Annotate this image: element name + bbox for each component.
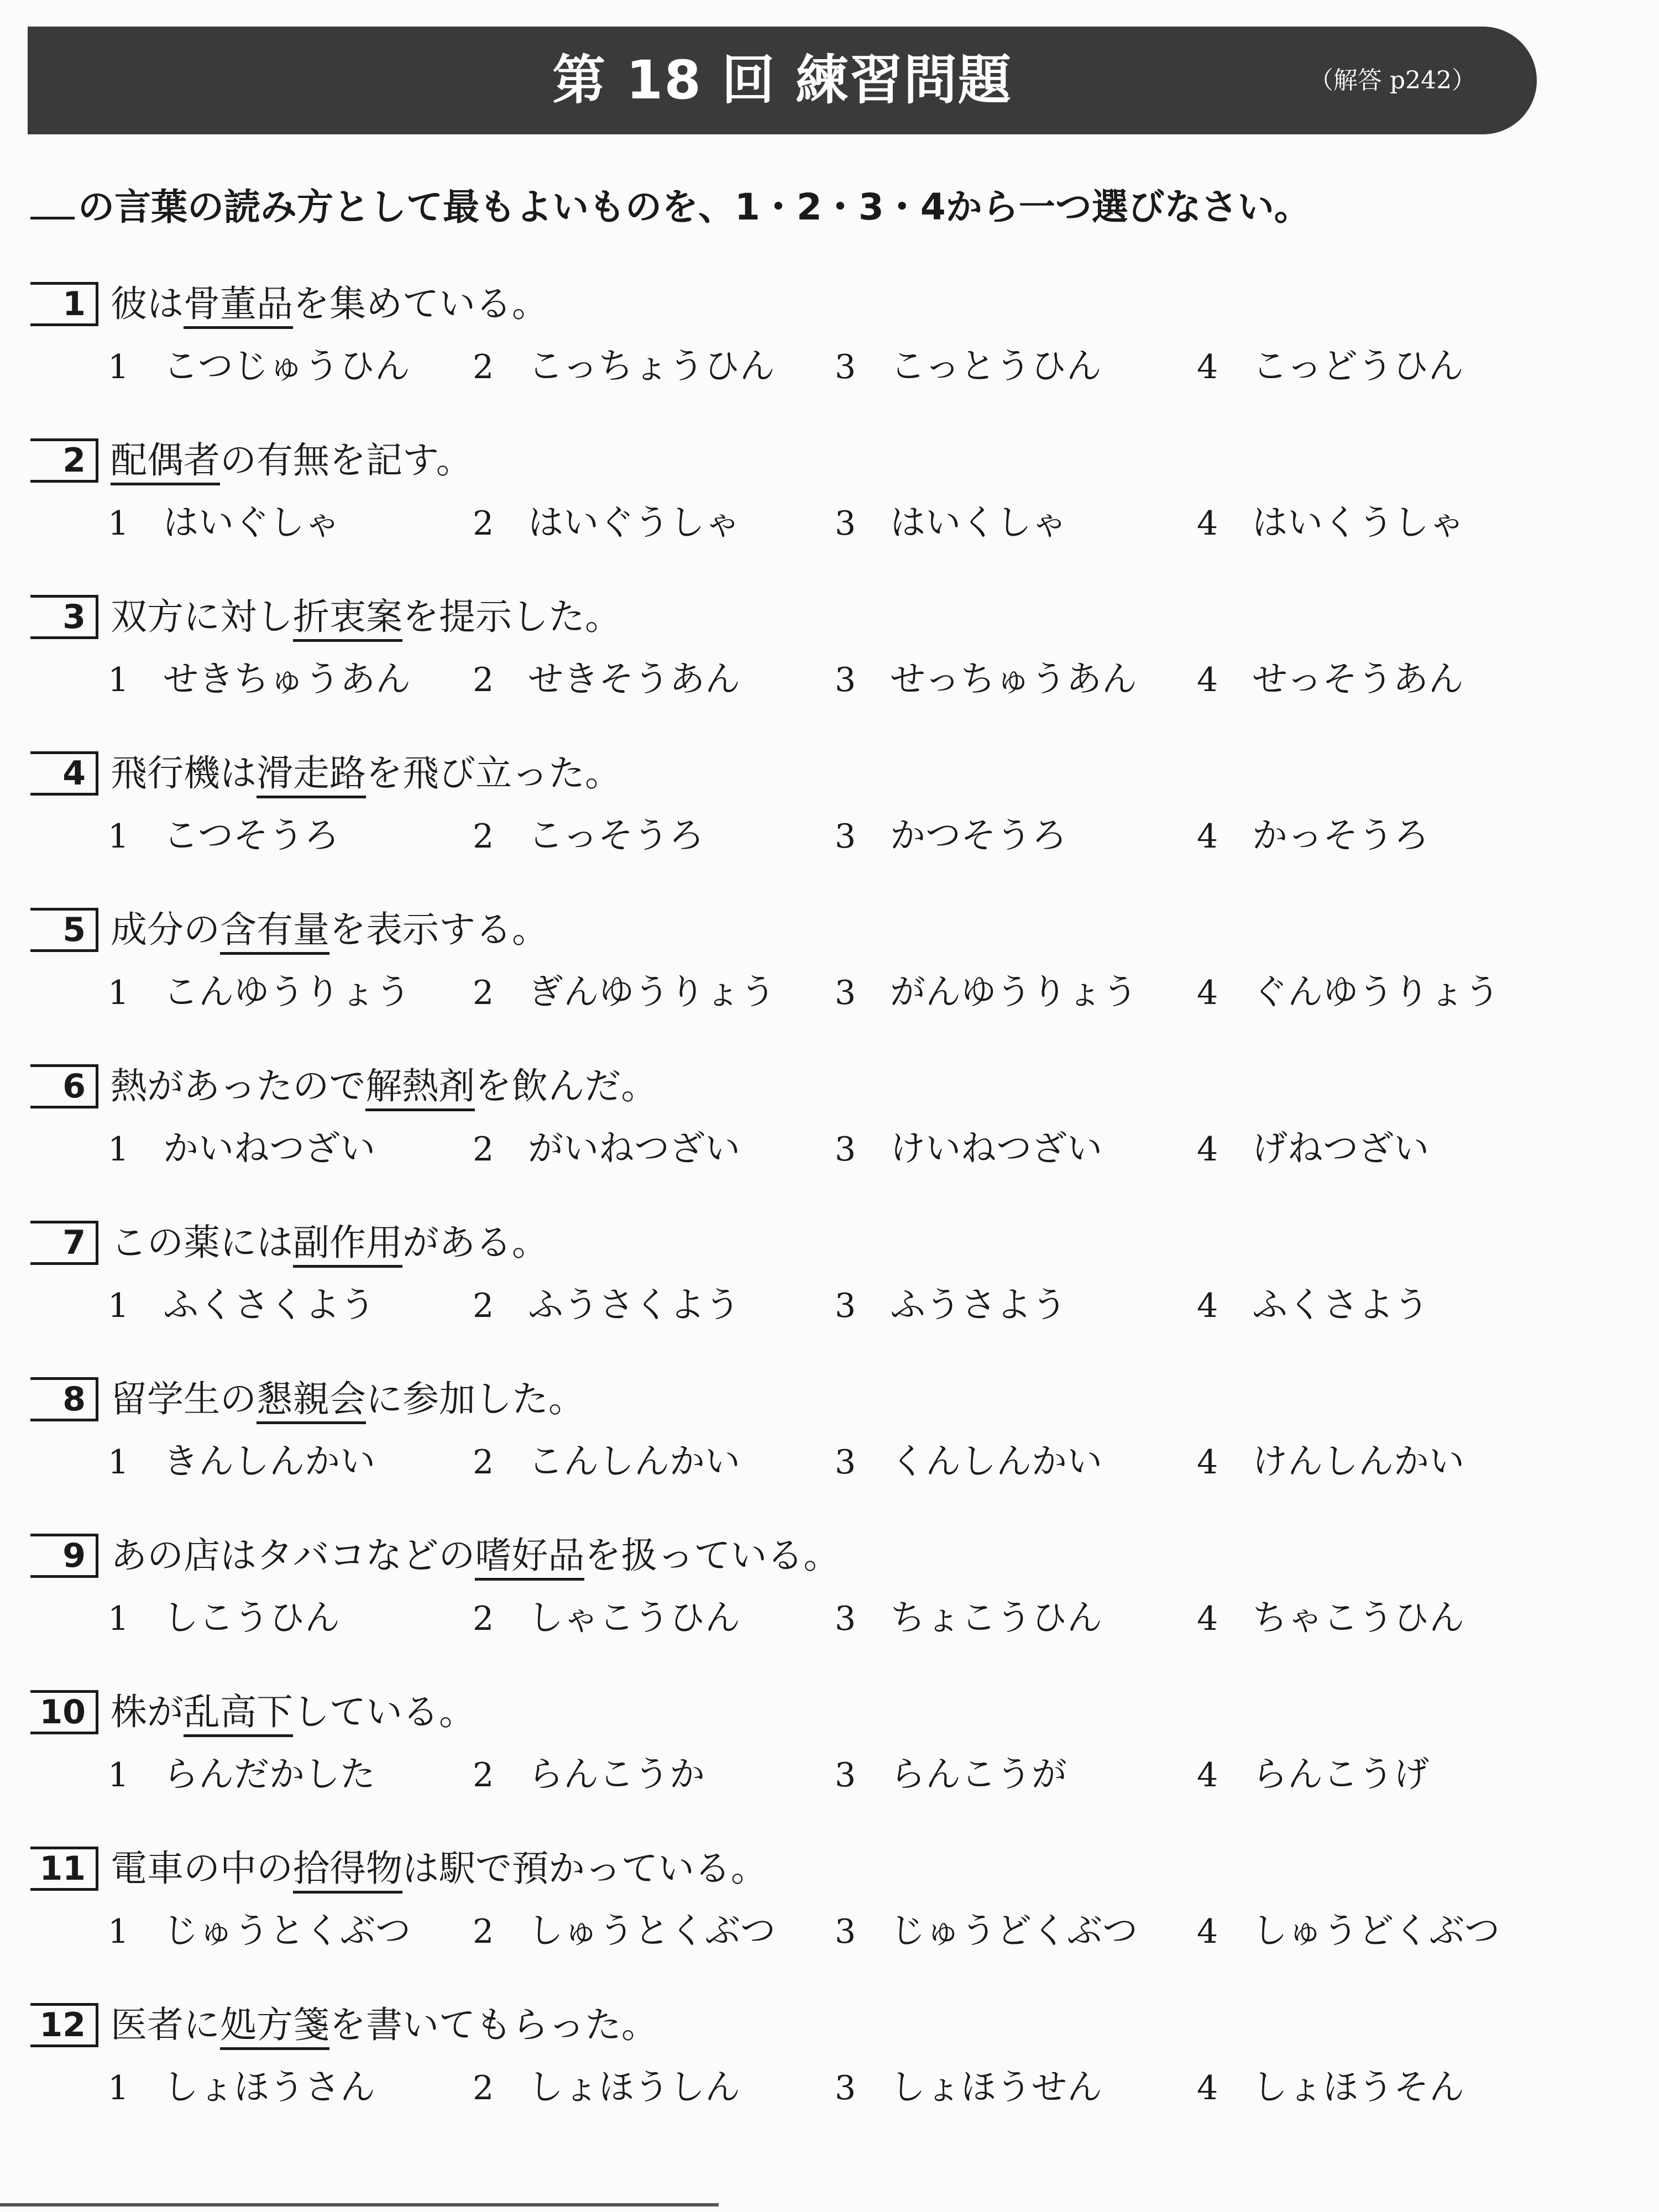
option-reading: せっそうあん: [1252, 659, 1464, 700]
option-reading: ふくさくよう: [163, 1285, 375, 1326]
target-word: 処方箋: [220, 2004, 329, 2050]
option-number: 1: [108, 1130, 129, 1169]
option-number: 3: [835, 817, 856, 856]
sentence-before: あの店はタバコなどの: [111, 1534, 475, 1577]
question-number: 3: [30, 595, 98, 639]
option-number: 4: [1197, 817, 1218, 856]
target-word: 骨董品: [184, 283, 293, 329]
option-number: 3: [835, 1130, 856, 1169]
option-reading: はいぐうしゃ: [528, 503, 740, 543]
question-item: [0, 1997, 1659, 2155]
option-reading: しょほうせん: [890, 2067, 1102, 2108]
sentence-after: を表示する。: [329, 908, 548, 951]
question-number: 10: [30, 1690, 98, 1734]
answer-option[interactable]: [1197, 1593, 1464, 1643]
sentence-before: 電車の中の: [111, 1847, 293, 1890]
question-item: [0, 902, 1659, 1060]
option-reading: らんこうか: [528, 1754, 705, 1795]
question-line: [30, 1215, 548, 1265]
answer-option[interactable]: [1197, 655, 1464, 704]
answer-option[interactable]: [473, 342, 775, 391]
sentence-after: を扱っている。: [584, 1534, 840, 1577]
answer-option[interactable]: [473, 811, 704, 861]
answer-option[interactable]: [108, 811, 339, 861]
option-reading: がいねつざい: [528, 1128, 740, 1169]
answer-option[interactable]: [108, 1906, 411, 1956]
option-number: 4: [1197, 1443, 1218, 1482]
question-number: 6: [30, 1064, 98, 1108]
question-sentence: [111, 1374, 585, 1424]
option-reading: こっとうひん: [890, 346, 1102, 387]
question-line: [30, 746, 621, 796]
page-title: 第 18 回 練習問題: [552, 49, 1012, 111]
sentence-before: 留学生の: [111, 1378, 257, 1420]
sentence-after: を集めている。: [293, 283, 548, 325]
option-reading: らんこうげ: [1252, 1754, 1429, 1795]
answer-option[interactable]: [473, 1906, 776, 1956]
option-number: 4: [1197, 1287, 1218, 1325]
option-number: 2: [473, 974, 494, 1012]
answer-option[interactable]: [835, 811, 1067, 861]
answer-option[interactable]: [835, 968, 1138, 1017]
question-number: 5: [30, 908, 98, 952]
option-reading: けんしんかい: [1252, 1441, 1464, 1482]
target-word: 折衷案: [293, 595, 402, 642]
option-reading: こっどうひん: [1252, 346, 1464, 387]
option-reading: こっそうろ: [528, 815, 704, 856]
option-reading: かいねつざい: [163, 1128, 375, 1169]
question-line: [30, 902, 548, 952]
option-reading: はいぐしゃ: [163, 503, 340, 543]
option-reading: らんこうが: [890, 1754, 1067, 1795]
option-number: 1: [108, 1912, 129, 1951]
answer-option[interactable]: [1197, 1437, 1464, 1487]
option-number: 4: [1197, 1756, 1218, 1795]
bottom-divider: [0, 2203, 719, 2206]
option-number: 4: [1197, 1599, 1218, 1638]
sentence-after: を提示した。: [402, 595, 621, 638]
question-item: [0, 589, 1659, 747]
question-number: 9: [30, 1534, 98, 1578]
option-reading: はいくしゃ: [890, 503, 1067, 543]
question-item: [0, 1372, 1659, 1529]
option-reading: きんしんかい: [163, 1441, 375, 1482]
question-line: [30, 1528, 840, 1578]
option-number: 3: [835, 661, 856, 699]
sentence-before: 株が: [111, 1691, 184, 1733]
option-reading: しょほうそん: [1252, 2067, 1464, 2108]
header-banner: [28, 27, 1537, 134]
answer-option[interactable]: [1197, 811, 1429, 861]
question-line: [30, 433, 473, 483]
option-number: 3: [835, 1756, 856, 1795]
answer-option[interactable]: [835, 342, 1102, 391]
answer-option[interactable]: [835, 498, 1067, 548]
answer-options: [108, 1437, 1645, 1487]
option-number: 4: [1197, 348, 1218, 386]
answer-options: [108, 1750, 1645, 1800]
sentence-before: 熱があったので: [111, 1065, 366, 1107]
option-reading: こんしんかい: [528, 1441, 740, 1482]
option-number: 4: [1197, 974, 1218, 1012]
question-line: [30, 1059, 657, 1108]
answer-option[interactable]: [108, 1124, 375, 1174]
option-number: 2: [473, 1130, 494, 1169]
answer-option[interactable]: [1197, 1906, 1500, 1956]
answer-option[interactable]: [108, 1280, 375, 1330]
option-reading: ぎんゆうりょう: [528, 972, 776, 1013]
question-line: [30, 1997, 658, 2047]
option-reading: がんゆうりょう: [890, 972, 1138, 1013]
question-line: [30, 1841, 767, 1891]
question-sentence: [111, 592, 621, 642]
option-number: 3: [835, 348, 856, 386]
answer-option[interactable]: [473, 1593, 740, 1643]
answer-option[interactable]: [108, 498, 340, 548]
answer-options: [108, 1593, 1645, 1643]
target-word: 嗜好品: [475, 1534, 584, 1581]
option-number: 2: [473, 2069, 494, 2108]
answer-options: [108, 1906, 1645, 1956]
answer-option[interactable]: [108, 1437, 375, 1487]
answer-options: [108, 1280, 1645, 1330]
option-reading: らんだかした: [163, 1754, 375, 1795]
sentence-before: 飛行機は: [111, 752, 257, 794]
answer-option[interactable]: [473, 498, 740, 548]
option-number: 2: [473, 1912, 494, 1951]
option-reading: くんしんかい: [890, 1441, 1102, 1482]
option-number: 4: [1197, 1130, 1218, 1169]
option-number: 3: [835, 504, 856, 543]
sentence-before: この薬には: [111, 1221, 293, 1264]
sentence-after: は駅で預かっている。: [402, 1847, 767, 1890]
answer-option[interactable]: [835, 1906, 1138, 1956]
instruction-label: の言葉の読み方として最もよいものを、1・2・3・4から一つ選びなさい。: [78, 186, 1311, 228]
answer-option[interactable]: [473, 968, 776, 1017]
option-number: 1: [108, 1756, 129, 1795]
option-number: 2: [473, 1599, 494, 1638]
target-word: 配偶者: [111, 439, 220, 485]
option-number: 3: [835, 1599, 856, 1638]
answer-option[interactable]: [1197, 342, 1464, 391]
question-sentence: [111, 279, 548, 329]
target-word: 解熱剤: [365, 1065, 475, 1111]
option-reading: ちょこうひん: [890, 1598, 1102, 1639]
option-number: 1: [108, 1443, 129, 1482]
option-reading: じゅうとくぶつ: [163, 1911, 411, 1952]
option-reading: せきちゅうあん: [163, 659, 411, 700]
sentence-before: 双方に対し: [111, 595, 293, 638]
answer-option[interactable]: [108, 655, 411, 704]
option-reading: せきそうあん: [528, 659, 740, 700]
answer-options: [108, 498, 1645, 548]
answer-options: [108, 2063, 1645, 2112]
question-item: [0, 1685, 1659, 1842]
sentence-after: がある。: [402, 1221, 548, 1264]
answer-option[interactable]: [473, 1124, 740, 1174]
option-number: 1: [108, 504, 129, 543]
question-sentence: [111, 1687, 475, 1737]
option-number: 3: [835, 974, 856, 1012]
sentence-after: を飛び立った。: [366, 752, 621, 794]
answer-option[interactable]: [835, 1750, 1067, 1800]
answer-option[interactable]: [473, 655, 740, 704]
answer-options: [108, 968, 1645, 1017]
option-number: 1: [108, 2069, 129, 2108]
answer-option[interactable]: [473, 1280, 740, 1330]
sentence-before: 医者に: [111, 2004, 220, 2046]
answer-option[interactable]: [108, 1750, 375, 1800]
question-number: 2: [30, 438, 98, 483]
answer-option[interactable]: [473, 1437, 740, 1487]
option-reading: しょほうしん: [528, 2067, 740, 2108]
option-number: 3: [835, 1443, 856, 1482]
question-number: 11: [30, 1847, 98, 1891]
option-number: 2: [473, 1287, 494, 1325]
sentence-before: 彼は: [111, 283, 184, 325]
option-reading: しゅうどくぶつ: [1252, 1911, 1500, 1952]
answer-option[interactable]: [835, 655, 1137, 704]
option-number: 2: [473, 661, 494, 699]
answer-option[interactable]: [1197, 1750, 1429, 1800]
answer-option[interactable]: [473, 1750, 705, 1800]
option-reading: かつそうろ: [890, 815, 1067, 856]
answer-option[interactable]: [108, 968, 411, 1017]
option-reading: げねつざい: [1252, 1128, 1429, 1169]
question-item: [0, 1059, 1659, 1216]
question-sentence: [111, 1844, 767, 1894]
question-line: [30, 1372, 585, 1421]
question-sentence: [111, 749, 621, 798]
answer-option[interactable]: [835, 1593, 1102, 1643]
question-item: [0, 433, 1659, 590]
option-reading: しこうひん: [163, 1598, 340, 1639]
question-item: [0, 276, 1659, 434]
question-sentence: [111, 436, 473, 485]
answer-option[interactable]: [108, 1593, 340, 1643]
answer-option[interactable]: [108, 2063, 375, 2112]
question-sentence: [111, 905, 548, 955]
question-number: 1: [30, 282, 98, 326]
question-number: 7: [30, 1221, 98, 1265]
answer-option[interactable]: [1197, 1124, 1429, 1174]
target-word: 乱高下: [184, 1691, 293, 1737]
target-word: 滑走路: [257, 752, 366, 798]
option-number: 1: [108, 1287, 129, 1325]
answer-option[interactable]: [835, 1437, 1102, 1487]
option-reading: こつそうろ: [163, 815, 339, 856]
option-number: 2: [473, 1756, 494, 1795]
option-reading: こっちょうひん: [528, 346, 775, 387]
option-reading: ふくさよう: [1252, 1285, 1429, 1326]
question-item: [0, 1528, 1659, 1686]
option-reading: せっちゅうあん: [890, 659, 1137, 700]
option-number: 1: [108, 1599, 129, 1638]
option-reading: ぐんゆうりょう: [1252, 972, 1500, 1013]
option-number: 1: [108, 974, 129, 1012]
question-item: [0, 746, 1659, 903]
option-reading: はいくうしゃ: [1252, 503, 1464, 543]
question-item: [0, 1841, 1659, 1999]
option-reading: かっそうろ: [1252, 815, 1429, 856]
answer-option[interactable]: [1197, 498, 1464, 548]
sentence-after: を飲んだ。: [475, 1065, 658, 1107]
question-sentence: [111, 1061, 657, 1111]
option-number: 1: [108, 817, 129, 856]
question-number: 8: [30, 1377, 98, 1421]
sentence-after: の有無を記す。: [220, 439, 473, 482]
answer-options: [108, 342, 1645, 391]
option-reading: じゅうどくぶつ: [890, 1911, 1138, 1952]
question-line: [30, 1685, 475, 1734]
target-word: 含有量: [220, 908, 329, 955]
question-sentence: [111, 2000, 658, 2050]
option-number: 4: [1197, 1912, 1218, 1951]
answer-reference: （解答 p242）: [1309, 66, 1476, 95]
option-reading: こつじゅうひん: [163, 346, 410, 387]
option-number: 4: [1197, 661, 1218, 699]
option-reading: けいねつざい: [890, 1128, 1102, 1169]
sentence-after: を書いてもらった。: [329, 2004, 658, 2046]
instruction-blank: [30, 184, 75, 219]
answer-options: [108, 811, 1645, 861]
target-word: 副作用: [293, 1221, 402, 1268]
question-line: [30, 276, 548, 326]
option-reading: ふうさくよう: [528, 1285, 740, 1326]
option-reading: しゃこうひん: [528, 1598, 740, 1639]
answer-options: [108, 655, 1645, 704]
answer-option[interactable]: [473, 2063, 740, 2112]
question-number: 4: [30, 751, 98, 796]
option-number: 2: [473, 1443, 494, 1482]
answer-option[interactable]: [835, 1280, 1067, 1330]
answer-option[interactable]: [1197, 968, 1500, 1017]
target-word: 拾得物: [293, 1847, 402, 1894]
question-sentence: [111, 1531, 840, 1581]
option-number: 2: [473, 504, 494, 543]
option-number: 4: [1197, 504, 1218, 543]
option-number: 3: [835, 2069, 856, 2108]
instruction-text: [30, 182, 1606, 232]
option-reading: ちゃこうひん: [1252, 1598, 1464, 1639]
option-reading: しゅうとくぶつ: [528, 1911, 776, 1952]
option-number: 3: [835, 1912, 856, 1951]
option-number: 1: [108, 661, 129, 699]
option-reading: ふうさよう: [890, 1285, 1067, 1326]
option-number: 1: [108, 348, 129, 386]
option-number: 2: [473, 817, 494, 856]
sentence-before: 成分の: [111, 908, 220, 951]
answer-options: [108, 1124, 1645, 1174]
answer-option[interactable]: [835, 1124, 1102, 1174]
option-reading: しょほうさん: [163, 2067, 375, 2108]
answer-option[interactable]: [835, 2063, 1102, 2112]
answer-option[interactable]: [1197, 2063, 1464, 2112]
question-item: [0, 1215, 1659, 1373]
option-reading: こんゆうりょう: [163, 972, 411, 1013]
option-number: 3: [835, 1287, 856, 1325]
option-number: 2: [473, 348, 494, 386]
sentence-after: に参加した。: [366, 1378, 585, 1420]
sentence-after: している。: [293, 1691, 475, 1733]
question-number: 12: [30, 2003, 98, 2047]
question-line: [30, 589, 621, 639]
target-word: 懇親会: [257, 1378, 366, 1424]
option-number: 4: [1197, 2069, 1218, 2108]
answer-option[interactable]: [1197, 1280, 1429, 1330]
question-sentence: [111, 1218, 548, 1268]
answer-option[interactable]: [108, 342, 410, 391]
